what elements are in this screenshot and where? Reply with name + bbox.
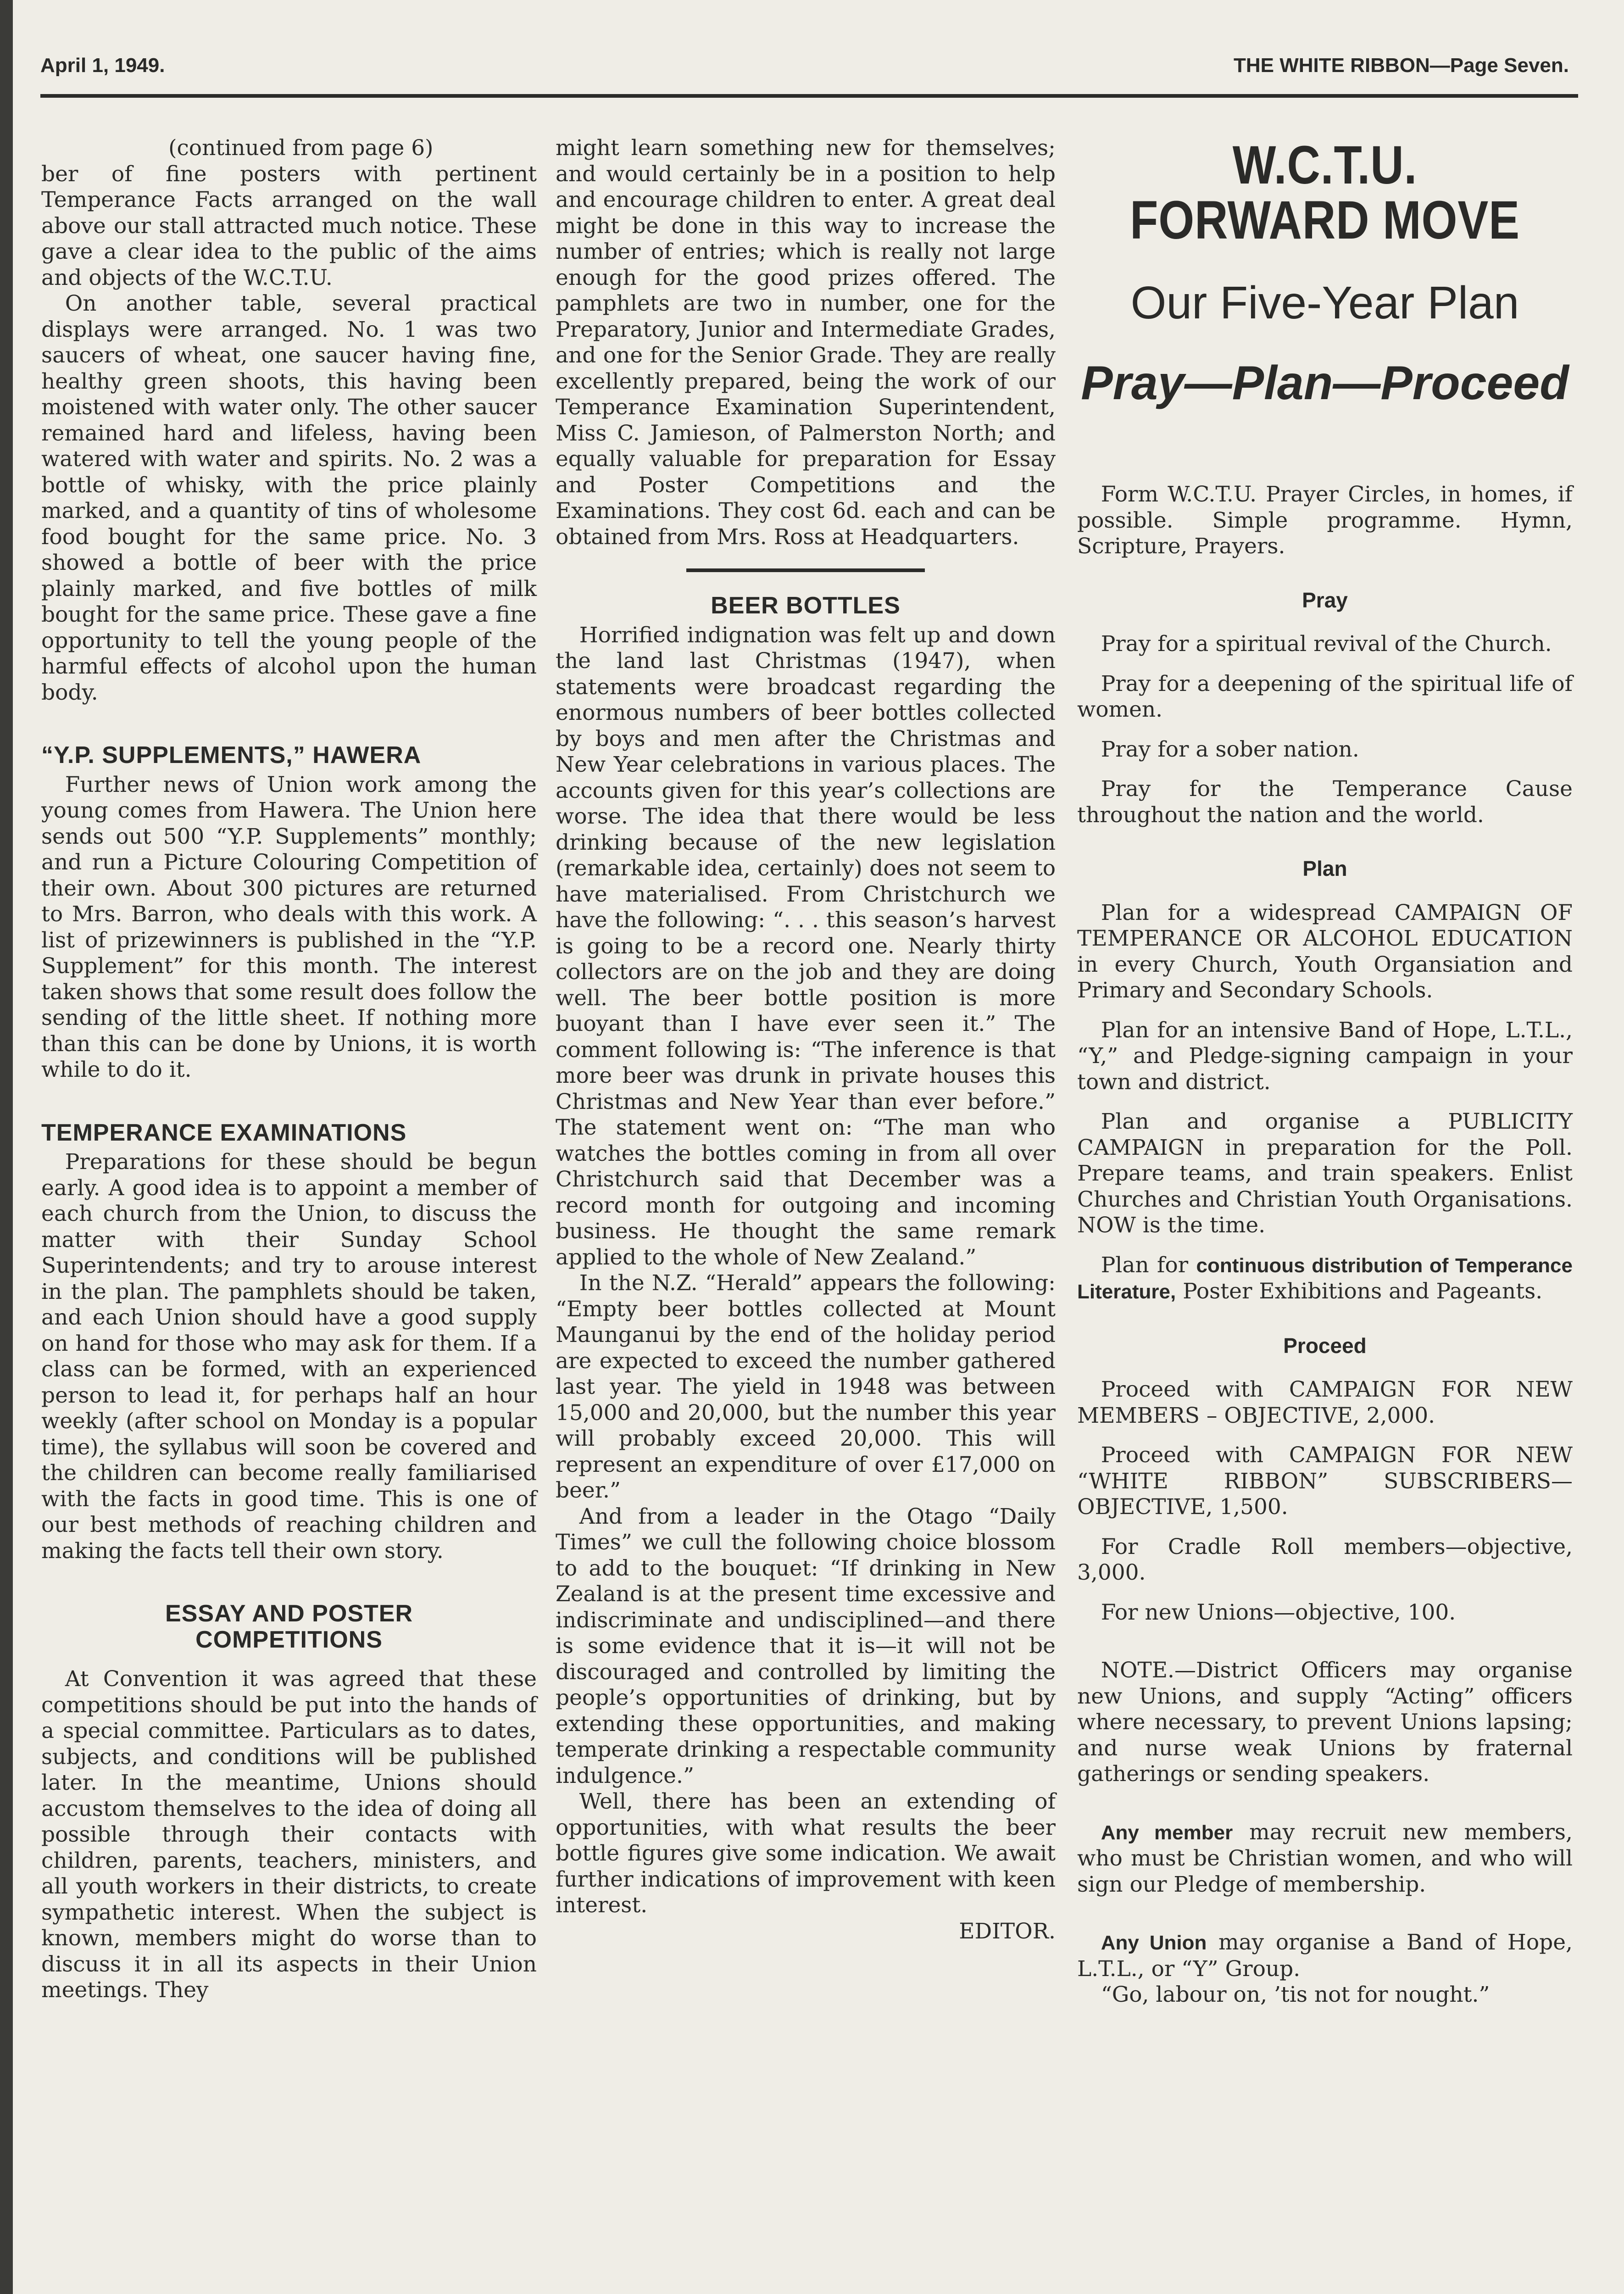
article-paragraph: Further news of Union work among the young comes from Hawera. The Union here sends out 500 “Y.P. Supplements” monthly; and run a Picture Colouring Competition of their own. About 300 pictures are returned to Mrs. Barron, who deals with this work. A list of prizewinners is published in the “Y.P. Supplement” for this month. The interest taken shows that some result does follow the sending of the little sheet. If nothing more than this can be done by Unions, it is worth while to do it. (41, 772, 537, 1082)
header-rule (40, 94, 1578, 98)
union-bold: Any Union (1101, 1932, 1207, 1954)
feature-subtitle: Our Five-Year Plan (1130, 277, 1519, 329)
heading-temperance-examinations: TEMPERANCE EXAMINATIONS (41, 1119, 407, 1146)
article-paragraph: In the N.Z. “Herald” appears the following: “Empty beer bottles collected at Mount Maunganui by the end of the holiday period are expected to exceed the number gathered last year. The yield in 1948 was between 15,000 and 20,000, but the number this year will probably exceed 20,000. This will represent an expenditure of over £17,000 on beer.” (556, 1270, 1056, 1503)
heading-pray: Pray (1302, 588, 1348, 612)
section-divider (686, 568, 925, 572)
member-paragraph (1077, 1820, 1573, 1898)
article-paragraph: Well, there has been an extending of opportunities, with what results the beer bottle figures give some indication. We await further indications of improvement with keen interest. (556, 1789, 1056, 1918)
heading-beer-bottles: BEER BOTTLES (711, 592, 901, 619)
plan-item (1077, 1253, 1573, 1305)
column-3 (1077, 135, 1573, 2008)
heading-plan: Plan (1302, 857, 1347, 880)
pray-item: Pray for the Temperance Cause throughout the nation and the world. (1077, 776, 1573, 828)
editor-signature: EDITOR. (959, 1918, 1056, 1944)
column-1 (41, 135, 537, 2004)
article-paragraph: And from a leader in the Otago “Daily Times” we cull the following choice blossom to add to the bouquet: “If drinking in New Zealand is at the present time excessive and indiscriminate and undisciplined—and there is some evidence that it is—it will not be discouraged and controlled by limiting the people’s opportunities of drinking, but by extending these opportunities, and making temperate drinking a respectable community indulgence.” (556, 1503, 1056, 1788)
article-paragraph: Horrified indignation was felt up and down the land last Christmas (1947), when statements were broadcast regarding the enormous numbers of beer bottles collected by boys and men after the Christmas and New Year celebrations in various places. The accounts given for this year’s collections are worse. The idea that there would be less drinking because of the new legislation (remarkable idea, certainly) does not seem to have materialised. From Christchurch we have the following: “. . . this season’s harvest is going to be a record one. Nearly thirty collectors are on the job and they are doing well. The beer bottle position is more buoyant than I have ever seen it.” The comment following is: “The inference is that more beer was drunk in private houses this Christmas and New Year than ever before.” The statement went on: “The man who watches the bottles coming in from all over Christchurch said that December was a record month for outgoing and incoming business. He thought the same remark applied to the whole of New Zealand.” (556, 622, 1056, 1270)
union-paragraph (1077, 1930, 1573, 1982)
plan-item: Plan for an intensive Band of Hope, L.T.L., “Y,” and Pledge-signing campaign in your town and district. (1077, 1017, 1573, 1095)
heading-proceed: Proceed (1283, 1333, 1367, 1358)
publication-page: THE WHITE RIBBON—Page Seven. (1233, 54, 1569, 77)
proceed-item: For Cradle Roll members—objective, 3,000. (1077, 1534, 1573, 1585)
pray-item: Pray for a deepening of the spiritual life of women. (1077, 671, 1573, 722)
newspaper-page (13, 0, 1624, 2294)
article-paragraph: ber of fine posters with pertinent Temperance Facts arranged on the wall above our stall attracted much notice. These gave a clear idea to the public of the aims and objects of the W.C.T.U. (41, 161, 537, 290)
continued-note: (continued from page 6) (168, 135, 434, 161)
issue-date: April 1, 1949. (40, 54, 165, 77)
article-paragraph: Preparations for these should be begun early. A good idea is to appoint a member of each church from the Union, to discuss the matter with their Sunday School Superintendents; and try to arouse interest in the plan. The pamphlets should be taken, and each Union should have a good supply on hand for those who may ask for them. If a class can be formed, with an experienced person to lead it, for perhaps half an hour weekly (after school on Monday is a popular time), the syllabus will soon be covered and the children can become really familiarised with the facts in good time. This is one of our best methods of reaching children and making the facts tell their own story. (41, 1149, 537, 1564)
pray-item: Pray for a sober nation. (1101, 736, 1359, 762)
article-paragraph: On another table, several practical displays were arranged. No. 1 was two saucers of wheat, one saucer having fine, healthy green shoots, this having been moistened with water only. The other saucer remained hard and lifeless, having been watered with water and spirits. No. 2 was a bottle of whisky, with the price plainly marked, and a quantity of tins of wholesome food bought for the same price. No. 3 showed a bottle of beer with the price plainly marked, and five bottles of milk bought for the same price. These gave a fine opportunity to tell the young people of the harmful effects of alcohol upon the human body. (41, 291, 537, 705)
plan-item-bold: continuous distribution of Temperance Literature, (1077, 1254, 1573, 1303)
intro-paragraph: Form W.C.T.U. Prayer Circles, in homes, if possible. Simple programme. Hymn, Scripture, Prayers. (1077, 482, 1573, 559)
column-2 (556, 135, 1056, 1944)
article-paragraph: At Convention it was agreed that these competitions should be put into the hands of a special committee. Particulars as to dates, subjects, and conditions will be published later. In the meantime, Unions should accustom themselves to the idea of doing all possible through their contacts with children, parents, teachers, ministers, and all youth workers in their districts, to create sympathetic interest. When the subject is known, members might do worse than to discuss it in all its aspects in their Union meetings. They (41, 1666, 537, 2003)
union-text: may organise a Band of Hope, L.T.L., or “Y” Group. (1077, 1930, 1573, 1982)
feature-motto: Pray—Plan—Proceed (1081, 356, 1569, 410)
member-bold: Any member (1101, 1821, 1233, 1844)
proceed-item: Proceed with CAMPAIGN FOR NEW “WHITE RIBBON” SUBSCRIBERS—OBJECTIVE, 1,500. (1077, 1442, 1573, 1520)
page-header (40, 54, 1569, 86)
member-text: may recruit new members, who must be Christian women, and who will sign our Pledge of membership. (1077, 1819, 1573, 1897)
closing-quote: “Go, labour on, ’tis not for nought.” (1101, 1982, 1490, 2007)
plan-item: Plan and organise a PUBLICITY CAMPAIGN in preparation for the Poll. Prepare teams, and train speakers. Enlist Churches and Christian Youth Organisations. NOW is the time. (1077, 1109, 1573, 1238)
heading-essay-poster: ESSAY AND POSTER COMPETITIONS (165, 1600, 413, 1653)
note-paragraph: NOTE.—District Officers may organise new Unions, and supply “Acting” officers where necessary, to prevent Unions lapsing; and nurse weak Unions by fraternal gatherings or sending speakers. (1077, 1658, 1573, 1787)
feature-title: W.C.T.U. FORWARD MOVE (1130, 135, 1520, 251)
page-edge (0, 0, 13, 2294)
proceed-item: For new Unions—objective, 100. (1101, 1599, 1456, 1625)
plan-item-text: Plan for (1101, 1252, 1189, 1278)
heading-yp-supplements: “Y.P. SUPPLEMENTS,” HAWERA (41, 742, 422, 768)
plan-item-text: Poster Exhibitions and Pageants. (1183, 1279, 1543, 1304)
pray-item: Pray for a spiritual revival of the Church. (1101, 631, 1552, 657)
plan-item: Plan for a widespread CAMPAIGN OF TEMPERANCE OR ALCOHOL EDUCATION in every Church, Youth Organsiation and Primary and Secondary Schools. (1077, 900, 1573, 1003)
proceed-item: Proceed with CAMPAIGN FOR NEW MEMBERS – OBJECTIVE, 2,000. (1077, 1377, 1573, 1428)
article-paragraph: might learn something new for themselves; and would certainly be in a position to help and encourage children to enter. A great deal might be done in this way to increase the number of entries; which is really not large enough for the good prizes offered. The pamphlets are two in number, one for the Preparatory, Junior and Intermediate Grades, and one for the Senior Grade. They are really excellently prepared, being the work of our Temperance Examination Superintendent, Miss C. Jamieson, of Palmerston North; and equally valuable for preparation for Essay and Poster Competitions and the Examinations. They cost 6d. each and can be obtained from Mrs. Ross at Headquarters. (556, 135, 1056, 550)
